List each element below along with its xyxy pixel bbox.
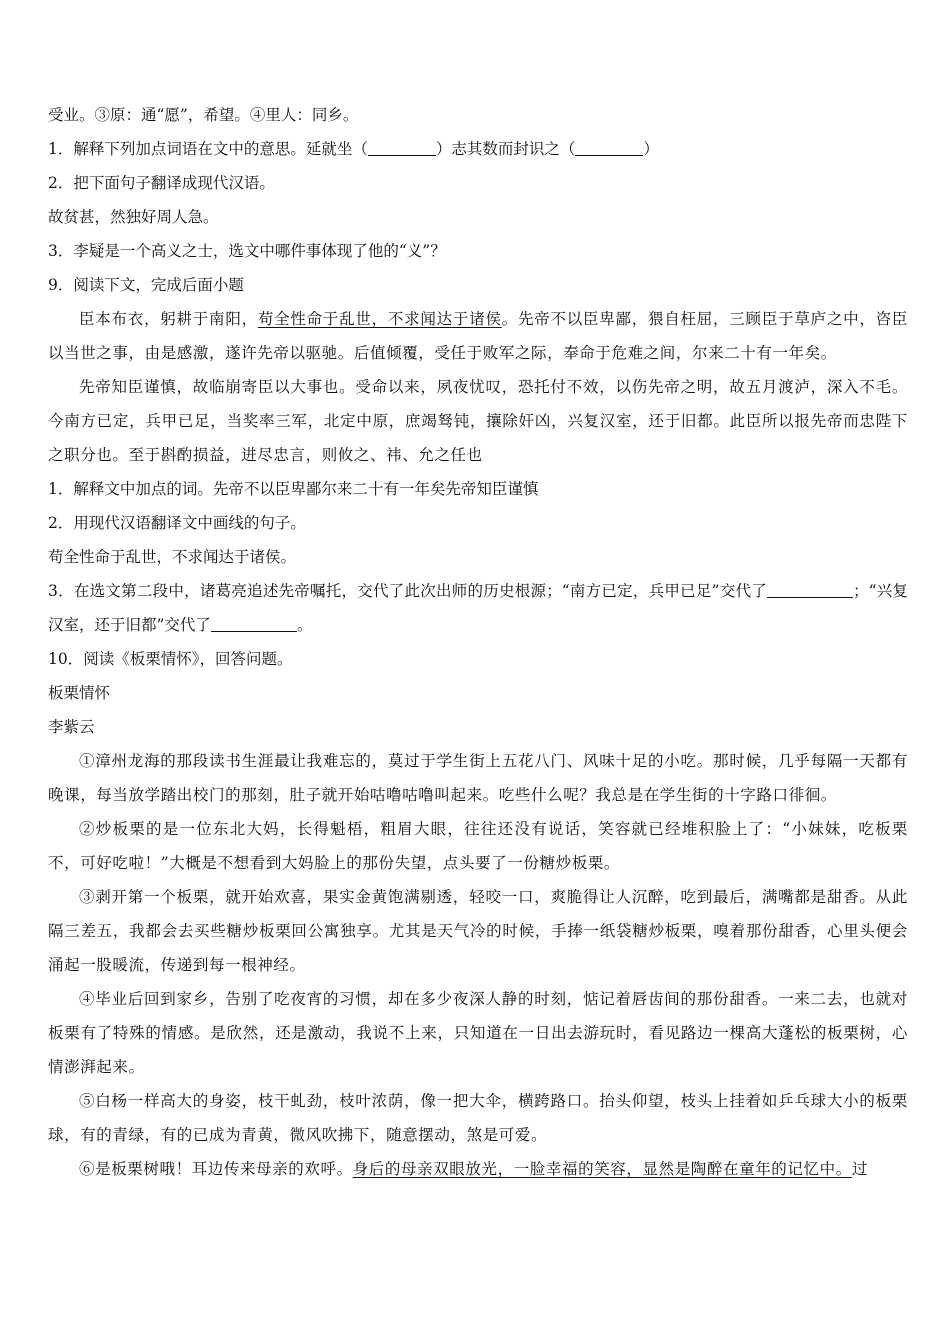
article-author: 李紫云 bbox=[48, 718, 95, 736]
article-paragraph-6 bbox=[48, 1152, 908, 1186]
answer-blank[interactable] bbox=[575, 137, 643, 156]
article-paragraph-5: ⑤白杨一样高大的身姿，枝干虬劲，枝叶浓荫，像一把大伞，横跨路口。抬头仰望，枝头上挂着如乒乓球大小的板栗球，有的青绿，有的已成为青黄，微风吹拂下，随意摆动，煞是可爱。 bbox=[48, 1092, 908, 1144]
q9-item-2-sentence: 苟全性命于乱世，不求闻达于诸侯。 bbox=[48, 548, 297, 566]
q8-item-2-sentence: 故贫甚，然独好周人急。 bbox=[48, 208, 219, 226]
answer-blank[interactable] bbox=[211, 613, 297, 632]
q9-p1-pre: 臣本布衣，躬耕于南阳， bbox=[79, 310, 258, 328]
article-p6-underlined: 身后的母亲双眼放光，一脸幸福的笑容，显然是陶醉在童年的记忆中。 bbox=[352, 1160, 852, 1178]
q9-item-1: 1．解释文中加点的词。先帝不以臣卑鄙尔来二十有一年矣先帝知臣谨慎 bbox=[48, 480, 539, 498]
article-paragraph-4: ④毕业后回到家乡，告别了吃夜宵的习惯，却在多少夜深人静的时刻，惦记着唇齿间的那份甜香。一来二去，也就对板栗有了特殊的情感。是欣然，还是激动，我说不上来，只知道在一日出去游玩时，看见路边一棵高大蓬松的板栗树，心情澎湃起来。 bbox=[48, 990, 908, 1076]
article-paragraph-3: ③剥开第一个板栗，就开始欢喜，果实金黄饱满剔透，轻咬一口，爽脆得让人沉醉，吃到最后，满嘴都是甜香。从此隔三差五，我都会去买些糖炒板栗回公寓独享。尤其是天气冷的时候，手捧一纸袋糖炒板栗，嗅着那份甜香，心里头便会涌起一股暖流，传递到每一根神经。 bbox=[48, 888, 908, 974]
q8-item-1-mid: ）志其数而封识之（ bbox=[435, 140, 576, 158]
article-paragraph-1: ①漳州龙海的那段读书生涯最让我难忘的，莫过于学生街上五花八门、风味十足的小吃。那时候，几乎每隔一天都有晚课，每当放学踏出校门的那刻，肚子就开始咕噜咕噜叫起来。吃些什么呢？我总是在学生街的十字路口徘徊。 bbox=[48, 752, 908, 804]
article-title: 板栗情怀 bbox=[48, 684, 111, 702]
q9-item-3-pre: 3．在选文第二段中，诸葛亮追述先帝嘱托，交代了此次出师的历史根源；“南方已定，兵甲已足”交代了 bbox=[48, 582, 768, 600]
q8-item-1-post: ） bbox=[643, 140, 659, 158]
article-p6-pre: ⑥是板栗树哦！耳边传来母亲的欢呼。 bbox=[79, 1160, 353, 1178]
q8-item-1-pre: 1．解释下列加点词语在文中的意思。延就坐（ bbox=[48, 140, 368, 158]
answer-blank[interactable] bbox=[368, 137, 436, 156]
document-page bbox=[48, 98, 908, 1186]
article-p6-post: 过 bbox=[851, 1160, 868, 1178]
q8-item-2: 2．把下面句子翻译成现代汉语。 bbox=[48, 174, 275, 192]
q10-heading: 10．阅读《板栗情怀》，回答问题。 bbox=[48, 650, 293, 668]
q9-item-2: 2．用现代汉语翻译文中画线的句子。 bbox=[48, 514, 306, 532]
q9-passage-paragraph-1 bbox=[48, 302, 908, 370]
q9-heading: 9．阅读下文，完成后面小题 bbox=[48, 276, 244, 294]
q9-passage-paragraph-2: 先帝知臣谨慎，故临崩寄臣以大事也。受命以来，夙夜忧叹，恐托付不效，以伤先帝之明，故五月渡泸，深入不毛。今南方已定，兵甲已足，当奖率三军，北定中原，庶竭驽钝，攘除奸凶，兴复汉室，还于旧都。此臣所以报先帝而忠陛下之职分也。至于斟酌损益，进尽忠言，则攸之、祎、允之任也 bbox=[48, 378, 908, 464]
q9-item-3-mid: ；“兴复汉室，还于旧都”交代了 bbox=[48, 582, 908, 634]
article-paragraph-2: ②炒板栗的是一位东北大妈，长得魁梧，粗眉大眼，往往还没有说话，笑容就已经堆积脸上了：“小妹妹，吃板栗不，可好吃啦！”大概是不想看到大妈脸上的那份失望，点头要了一份糖炒板栗。 bbox=[48, 820, 908, 872]
q9-item-3 bbox=[48, 574, 908, 642]
q9-p1-underlined: 苟全性命于乱世，不求闻达于诸侯 bbox=[257, 310, 502, 328]
top-note: 受业。③原：通“愿”，希望。④里人：同乡。 bbox=[48, 106, 359, 124]
answer-blank[interactable] bbox=[767, 579, 853, 598]
q8-item-3: 3．李疑是一个高义之士，选文中哪件事体现了他的“义”？ bbox=[48, 242, 446, 260]
q9-p1-post: 。先帝不以臣卑鄙，猥自枉屈，三顾臣于草庐之中，咨臣以当世之事，由是感激，遂许先帝以驱驰。后值倾覆，受任于败军之际，奉命于危难之间，尔来二十有一年矣。 bbox=[48, 310, 908, 362]
q8-item-1 bbox=[48, 132, 908, 166]
q9-item-3-post: 。 bbox=[296, 616, 313, 634]
